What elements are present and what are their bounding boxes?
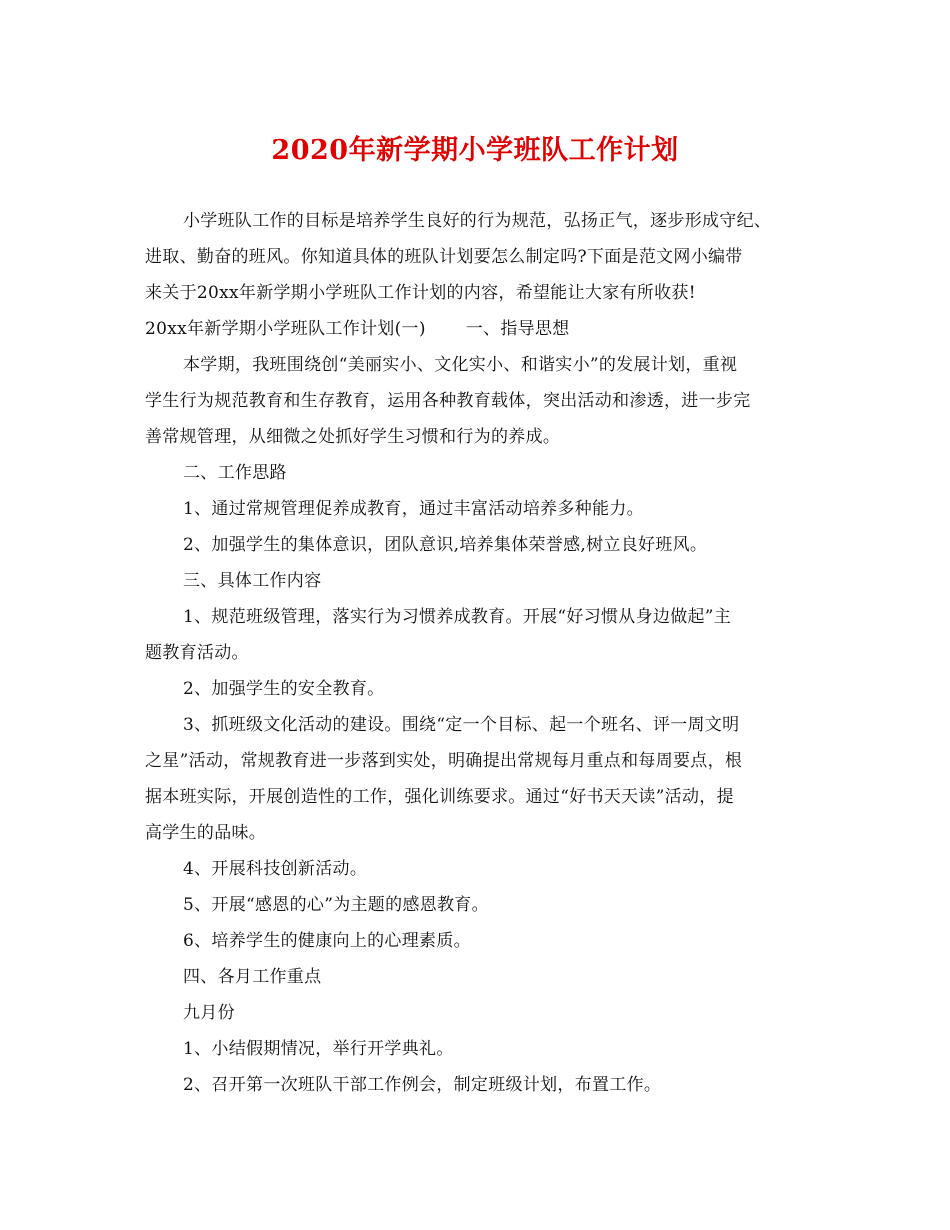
list-item: 2、加强学生的集体意识，团队意识,培养集体荣誉感,树立良好班风。 [183, 535, 708, 555]
list-item: 2、加强学生的安全教育。 [183, 679, 385, 699]
paragraph-line: 学生行为规范教育和生存教育，运用各种教育载体，突出活动和渗透，进一步完 [145, 391, 751, 411]
section-heading: 三、具体工作内容 [183, 571, 322, 591]
list-item-continuation: 之星”活动，常规教育进一步落到实处，明确提出常规每月重点和每周要点，根 [145, 751, 743, 771]
list-item: 5、开展“感恩的心”为主题的感恩教育。 [183, 895, 489, 915]
section-heading: 二、工作思路 [183, 463, 287, 483]
month-heading: 九月份 [183, 1003, 235, 1023]
section-heading: 四、各月工作重点 [183, 967, 322, 987]
paragraph-line: 进取、勤奋的班风。你知道具体的班队计划要怎么制定吗?下面是范文网小编带 [145, 247, 743, 267]
paragraph-line: 本学期，我班围绕创“美丽实小、文化实小、和谐实小”的发展计划，重视 [183, 355, 738, 375]
list-item: 1、通过常规管理促养成教育，通过丰富活动培养多种能力。 [183, 499, 644, 519]
paragraph-line: 来关于20xx年新学期小学班队工作计划的内容，希望能让大家有所收获! [145, 283, 696, 303]
list-item: 1、规范班级管理，落实行为习惯养成教育。开展“好习惯从身边做起”主 [183, 607, 732, 627]
list-item-continuation: 高学生的品味。 [145, 823, 267, 843]
plan-subtitle: 20xx年新学期小学班队工作计划(一) [145, 319, 426, 339]
paragraph-line: 善常规管理，从细微之处抓好学生习惯和行为的养成。 [145, 427, 561, 447]
list-item: 4、开展科技创新活动。 [183, 859, 368, 879]
list-item: 3、抓班级文化活动的建设。围绕“定一个目标、起一个班名、评一周文明 [183, 715, 740, 735]
paragraph-line: 小学班队工作的目标是培养学生良好的行为规范，弘扬正气，逐步形成守纪、 [183, 211, 772, 231]
section-heading-line [145, 317, 825, 341]
list-item-continuation: 题教育活动。 [145, 643, 249, 663]
section-heading: 一、指导思想 [465, 319, 570, 339]
list-item-continuation: 据本班实际，开展创造性的工作，强化训练要求。通过“好书天天读”活动，提 [145, 787, 734, 807]
list-item: 2、召开第一次班队干部工作例会，制定班级计划，布置工作。 [183, 1075, 662, 1095]
list-item: 6、培养学生的健康向上的心理素质。 [183, 931, 471, 951]
list-item: 1、小结假期情况，举行开学典礼。 [183, 1039, 454, 1059]
document-title: 2020年新学期小学班队工作计划 [271, 135, 679, 166]
